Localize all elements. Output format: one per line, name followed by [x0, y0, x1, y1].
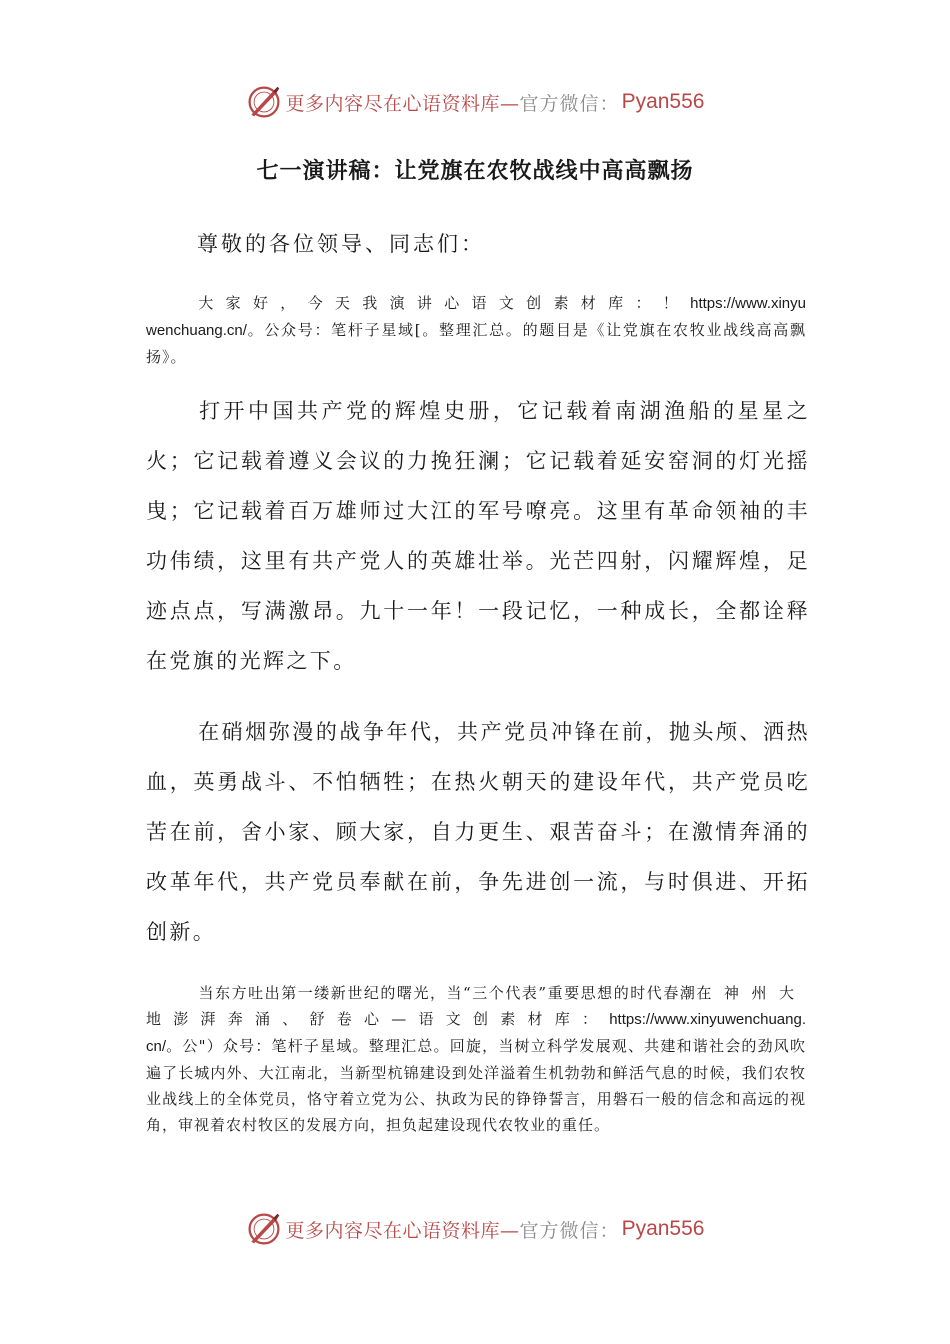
- paragraph-eras: [146, 707, 810, 957]
- watermark-text: 更多内容尽在心语资料库—: [285, 1219, 520, 1242]
- new-century-rest: 。公"）众号：笔杆子星域。整理汇总。回旋，当树立科学发展观、共建和谐社会的劲风吹遍了长城内外、大江南北，当新型杭锦建设到处洋溢着生机勃勃和鲜活气息的时候，我们农牧业战线上的全体党员，恪守着立党为公、执政为民的铮铮誓言，用磐石一般的信念和高远的视角，审视着农村牧区的发展方向，担负起建设现代农牧业的重任。: [146, 1037, 806, 1134]
- intro-rest: 。公众号：笔杆子星域[。整理汇总。的题目是《让党旗在农牧业战线高高飘扬》。: [146, 321, 806, 366]
- watermark-text: 更多内容尽在心语资料库—: [285, 92, 520, 115]
- footer-watermark: [0, 1209, 950, 1249]
- new-century-lead: 当东方吐出第一缕新世纪的曙光，当“三个代表”重要思想的时代春潮: [198, 984, 697, 1002]
- new-century-spaced: 在神州大地澎湃奔涌、舒卷心—语文创素材库：: [146, 984, 806, 1028]
- new-century-url: https://www.xinyuwenchuang.cn/: [146, 1011, 806, 1055]
- watermark-wechat-label: 官方微信：: [519, 1219, 620, 1242]
- document-title: 七一演讲稿：让党旗在农牧战线中高高飘扬: [256, 159, 694, 184]
- paragraph-intro: [146, 290, 806, 370]
- pen-logo-icon: [246, 84, 282, 120]
- intro-url: https://www.xinyuwenchuang.cn/: [146, 295, 806, 339]
- intro-lead: 大家好，今天我演讲心语文创素材库：！: [198, 294, 691, 312]
- watermark-wechat-id: Pyan556: [621, 90, 705, 113]
- paragraph-history: [146, 386, 810, 686]
- watermark-wechat-id: Pyan556: [621, 1217, 705, 1240]
- header-watermark: [0, 82, 950, 122]
- paragraph-new-century: [146, 980, 806, 1138]
- pen-logo-icon: [246, 1211, 282, 1247]
- history-text: 打开中国共产党的辉煌史册，它记载着南湖渔船的星星之火；它记载着遵义会议的力挽狂澜；它记载着延安窑洞的灯光摇曳；它记载着百万雄师过大江的军号嘹亮。这里有革命领袖的丰功伟绩，这里有共产党人的英雄壮举。光芒四射，闪耀辉煌，足迹点点，写满激昂。九十一年！一段记忆，一种成长，全都诠释在党旗的光辉之下。: [146, 399, 810, 673]
- watermark-wechat-label: 官方微信：: [519, 92, 620, 115]
- eras-text: 在硝烟弥漫的战争年代，共产党员冲锋在前，抛头颅、洒热血，英勇战斗、不怕牺牲；在热火朝天的建设年代，共产党员吃苦在前，舍小家、顾大家，自力更生、艰苦奋斗；在激情奔涌的改革年代，共产党员奉献在前，争先进创一流，与时俱进、开拓创新。: [146, 720, 810, 944]
- greeting: 尊敬的各位领导、同志们：: [197, 232, 485, 256]
